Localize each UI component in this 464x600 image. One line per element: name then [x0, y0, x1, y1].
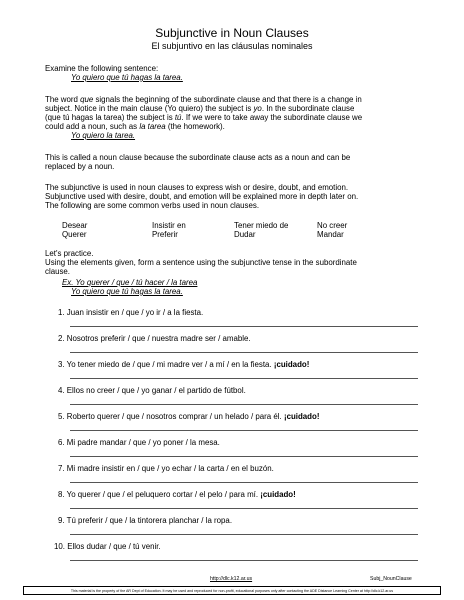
paragraph-2-line-1: This is called a noun clause because the subordinate clause acts as a noun and can be	[45, 153, 351, 162]
exercise-item: 3. Yo tener miedo de / que / mi madre ver / a mí / en la fiesta. ¡cuidado!	[58, 360, 310, 369]
verb-dudar: Dudar	[234, 230, 256, 239]
paragraph-1-line-3: (que tú hagas la tarea) the subject is tú. If we were to take away the subordinate clause we	[45, 113, 363, 122]
practice-heading: Let's practice.	[45, 249, 94, 258]
paragraph-1-line-4: could add a noun, such as la tarea (the homework).	[45, 122, 225, 131]
practice-instruction-1: Using the elements given, form a sentence using the subjunctive tense in the subordinate	[45, 258, 357, 267]
exercise-item: 5. Roberto querer / que / nosotros comprar / un helado / para él. ¡cuidado!	[58, 412, 320, 421]
paragraph-2-line-2: replaced by a noun.	[45, 162, 115, 171]
exercise-item: 4. Ellos no creer / que / yo ganar / el partido de fútbol.	[58, 386, 246, 395]
answer-line[interactable]	[70, 508, 418, 509]
answer-line[interactable]	[70, 534, 418, 535]
paragraph-1-example: Yo quiero la tarea.	[71, 131, 136, 140]
exercise-item: 2. Nosotros preferir / que / nuestra madre ser / amable.	[58, 334, 251, 343]
answer-line[interactable]	[70, 430, 418, 431]
exercise-item: 6. Mi padre mandar / que / yo poner / la mesa.	[58, 438, 220, 447]
exercise-item: 9. Tú preferir / que / la tintorera planchar / la ropa.	[58, 516, 233, 525]
exercise-item: 10. Ellos dudar / que / tú venir.	[54, 542, 161, 551]
exercise-item: 7. Mi madre insistir en / que / yo echar / la carta / en el buzón.	[58, 464, 274, 473]
practice-instruction-2: clause.	[45, 267, 71, 276]
exercise-item: 1. Juan insistir en / que / yo ir / a la fiesta.	[58, 308, 204, 317]
paragraph-1-line-1: The word que signals the beginning of the subordinate clause and that there is a change in	[45, 95, 362, 104]
verb-mandar: Mandar	[317, 230, 344, 239]
verb-querer: Querer	[62, 230, 87, 239]
practice-example-answer: Yo quiero que tú hagas la tarea.	[71, 287, 183, 296]
paragraph-3-line-2: Subjunctive used with desire, doubt, and emotion will be explained more in depth later on.	[45, 192, 359, 201]
verb-insistir-en: Insistir en	[152, 221, 186, 230]
verb-preferir: Preferir	[152, 230, 178, 239]
answer-line[interactable]	[70, 404, 418, 405]
answer-line[interactable]	[70, 482, 418, 483]
footer-link[interactable]: http://dlc.k12.ar.us	[210, 576, 253, 582]
footer-notice: This material is the property of the AR Dept of Education. It may be used and reproduced for non-profit, educational purposes only after contacting the ADE Distance Learning Center at http://dlc.k12.ar.us	[23, 586, 441, 595]
paragraph-1-line-2: subject. Notice in the main clause (Yo quiero) the subject is yo. In the subordinate clause	[45, 104, 355, 113]
verb-desear: Desear	[62, 221, 88, 230]
answer-line[interactable]	[70, 378, 418, 379]
answer-line[interactable]	[70, 352, 418, 353]
answer-line[interactable]	[70, 560, 418, 561]
page-title: Subjunctive in Noun Clauses	[155, 26, 309, 40]
paragraph-3-line-3: The following are some common verbs used in noun clauses.	[45, 201, 260, 210]
examine-instruction: Examine the following sentence:	[45, 64, 159, 73]
footer-code: Subj_NounClause	[370, 576, 412, 582]
verb-no-creer: No creer	[317, 221, 348, 230]
page-subtitle: El subjuntivo en las cláusulas nominales	[151, 41, 313, 51]
verb-tener-miedo-de: Tener miedo de	[234, 221, 289, 230]
paragraph-3-line-1: The subjunctive is used in noun clauses to express wish or desire, doubt, and emotion.	[45, 183, 349, 192]
exercise-item: 8. Yo querer / que / el peluquero cortar / el pelo / para mí. ¡cuidado!	[58, 490, 296, 499]
example-sentence: Yo quiero que tú hagas la tarea.	[71, 73, 183, 82]
practice-example: Ex. Yo querer / que / tú hacer / la tarea	[62, 278, 198, 287]
answer-line[interactable]	[70, 456, 418, 457]
answer-line[interactable]	[70, 326, 418, 327]
